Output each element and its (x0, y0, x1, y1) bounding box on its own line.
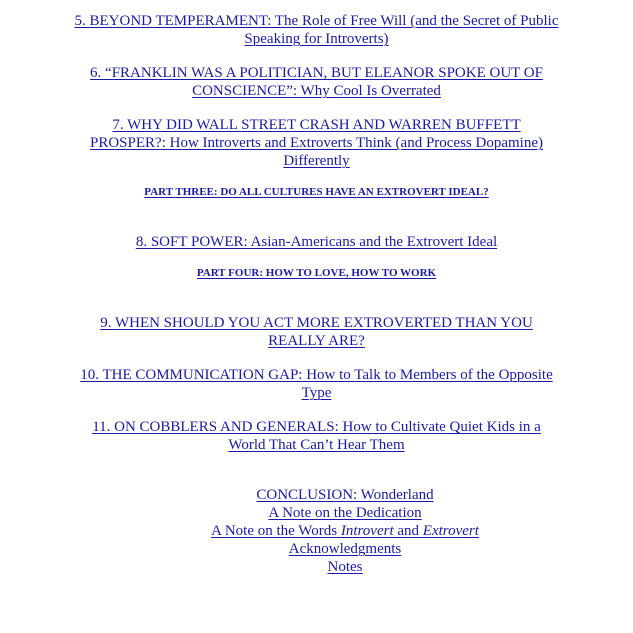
toc-link-chapter-6[interactable] (60, 64, 573, 100)
toc-link-part-three[interactable]: PART THREE: DO ALL CULTURES HAVE AN EXTROVERT IDEAL? (144, 186, 489, 198)
toc-link-line: 9. WHEN SHOULD YOU ACT MORE EXTROVERTED THAN YOU (100, 315, 533, 331)
back-matter-list (120, 486, 570, 576)
toc-link-note-on-dedication[interactable]: A Note on the Dedication (268, 505, 422, 521)
toc-link-chapter-8[interactable]: 8. SOFT POWER: Asian-Americans and the Extrovert Ideal (135, 234, 498, 250)
toc-link-notes[interactable]: Notes (327, 559, 363, 575)
toc-link-chapter-5[interactable] (60, 12, 573, 48)
toc-link-text: A Note on the Words (211, 523, 341, 539)
toc-link-line: CONSCIENCE”: Why Cool Is Overrated (192, 83, 441, 99)
toc-link-term-extrovert: Extrovert (422, 523, 479, 539)
toc-link-line: Type (301, 385, 332, 401)
toc-link-text: and (393, 523, 423, 539)
toc-link-note-on-words[interactable] (120, 522, 570, 540)
toc-link-acknowledgments[interactable]: Acknowledgments (288, 541, 402, 557)
toc-link-chapter-11[interactable] (60, 418, 573, 454)
toc-link-chapter-7[interactable] (60, 116, 573, 170)
toc-link-part-four[interactable]: PART FOUR: HOW TO LOVE, HOW TO WORK (196, 267, 437, 279)
toc-link-line: Differently (283, 153, 350, 169)
toc-link-line: Speaking for Introverts) (244, 31, 389, 47)
toc-link-line: PROSPER?: How Introverts and Extroverts Think (and Process Dopamine) (90, 135, 543, 151)
toc-link-line: 5. BEYOND TEMPERAMENT: The Role of Free Will (and the Secret of Public (74, 13, 559, 29)
toc-link-line: REALLY ARE? (268, 333, 365, 349)
toc-link-line: 10. THE COMMUNICATION GAP: How to Talk to Members of the Opposite (80, 367, 553, 383)
toc-link-conclusion[interactable]: CONCLUSION: Wonderland (256, 487, 434, 503)
toc-link-line: 11. ON COBBLERS AND GENERALS: How to Cultivate Quiet Kids in a (92, 419, 541, 435)
toc-link-line: 7. WHY DID WALL STREET CRASH AND WARREN BUFFETT (112, 117, 521, 133)
toc-link-chapter-10[interactable] (60, 366, 573, 402)
toc-link-line: 6. “FRANKLIN WAS A POLITICIAN, BUT ELEANOR SPOKE OUT OF (90, 65, 543, 81)
toc-link-term-introvert: Introvert (340, 523, 394, 539)
toc-link-chapter-9[interactable] (60, 314, 573, 350)
toc-link-line: World That Can’t Hear Them (228, 437, 405, 453)
